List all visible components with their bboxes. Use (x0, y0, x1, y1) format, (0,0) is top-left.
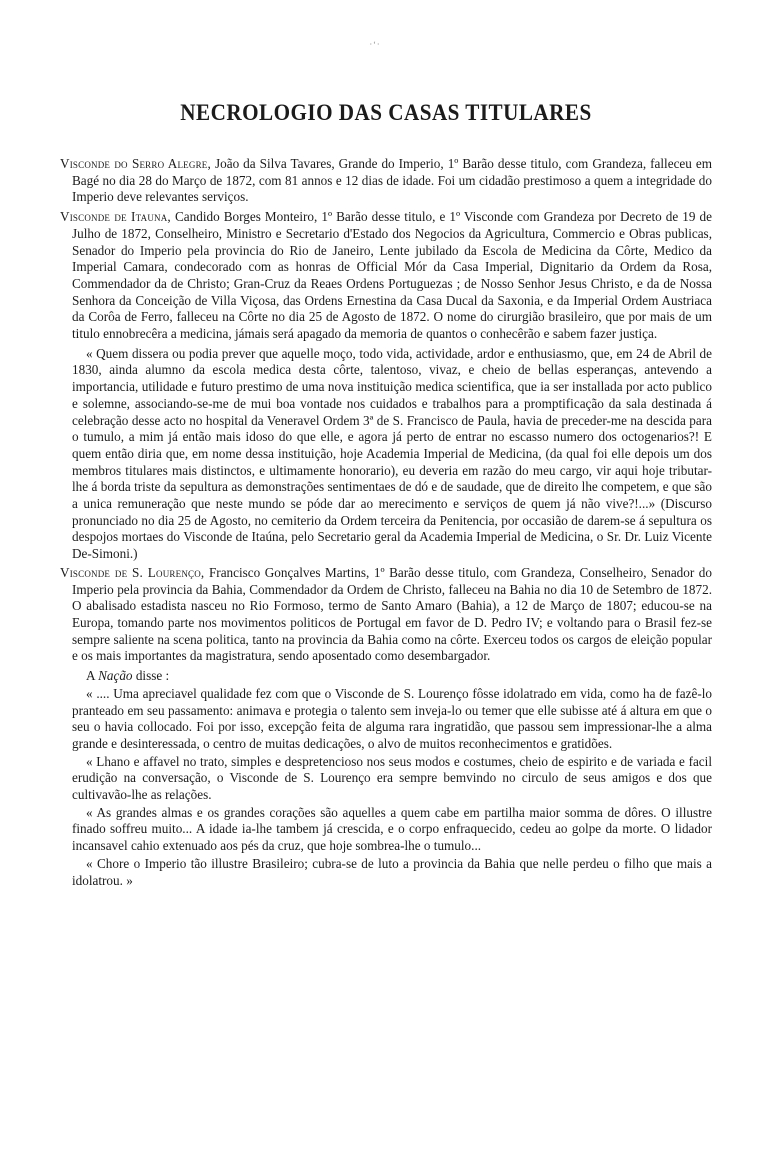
quote-paragraph: « .... Uma apreciavel qualidade fez com que o Visconde de S. Lourenço fôsse idolatrado em vida, como ha de fazê-lo pranteado em seu passamento: animava e protegia o talento sem inveja-lo ou temer que elle subisse até á altura em que o seu o havia collocado. Foi por isso, excepção feita de alguma rara ingratidão, que passou sem impressionar-lhe a alma grande e desinteressada, o centro de muitas dedicações, o alvo de muitos reconhecimentos e gratidões. (72, 685, 712, 751)
entry-text: João da Silva Tavares, Grande do Imperio, 1º Barão desse titulo, com Grandeza, falleceu em Bagé no dia 28 do Março de 1872, com 81 annos e 12 dias de idade. Foi um cidadão prestimoso a quem a integridade do Imperio deve relevantes serviços. (72, 156, 712, 205)
entry-serro-alegre (60, 156, 712, 206)
page-mark: ·ʻ· (369, 40, 381, 49)
entry-name: Visconde do Serro Alegre, (60, 156, 211, 171)
entry-itauna (60, 209, 712, 343)
entry-s-lourenco (60, 565, 712, 665)
quote-paragraph: « Chore o Imperio tão illustre Brasileiro; cubra-se de luto a provincia da Bahia que nelle perdeu o filho que mais a idolatrou. » (72, 855, 712, 888)
page-title: NECROLOGIO DAS CASAS TITULARES (180, 100, 592, 125)
entry-name: Visconde de S. Lourenço, (60, 564, 205, 580)
quote-paragraph: « As grandes almas e os grandes corações são aquelles a quem cabe em partilha maior somma de dôres. O illustre finado soffreu muito... A idade ia-lhe tambem já crescida, e o corpo enfraquecido, cedeu ao golpe da morte. O lidador incansavel cahio extenuado aos pés da cruz, que hoje sombrea-lhe o tumulo... (72, 804, 712, 854)
quote-intro (72, 668, 712, 685)
quote-intro-suffix: disse : (132, 668, 170, 684)
entry-text: Candido Borges Monteiro, 1º Barão desse titulo, e 1º Visconde com Grandeza por Decreto de 19 de Julho de 1872, Conselheiro, Ministro e Secretario d'Estado dos Negocios da Agricultura, Commercio e Obras publicas, Senador do Imperio pela provincia do Rio de Janeiro, Lente jubilado da Escola de Medicina da Côrte, Medico da Imperial Camara, condecorado com as honras de Official Mór da Casa Imperial, Dignitario da Ordem da Rosa, Commendador da de Christo; Gran-Cruz da Reaes Ordens Portuguezas ; de Nosso Senhor Jesus Christo, e da de Nossa Senhora da Conceição de Villa Viçosa, das Ordens Ernestina da Casa Ducal da Saxonia, e da Imperial Ordem Austriaca da Corôa de Ferro, falleceu na Côrte no dia 25 de Agosto de 1872. O nome do cirurgião brasileiro, que por mais de um titulo ennobrecêra a medicina, jámais será apagado da memoria de quantos o conhecêrão e sabem fazer justiça. (72, 209, 712, 342)
quote-paragraph: « Quem dissera ou podia prever que aquelle moço, todo vida, actividade, ardor e enthusiasmo, que, em 24 de Abril de 1830, ainda alumno da escola medica desta côrte, talentoso, vivaz, e cheio de bellas esperanças, antevendo a importancia, utilidade e futuro prestimo de uma nova instituição medica scientifica, que ia ser installada por acto publico e solemne, associando-se-me de mui boa vontade nos cuidados e trabalhos para a promptificação da sala destinada á celebração desse acto no hospital da Veneravel Ordem 3ª de S. Francisco de Paula, havia de preceder-me na descida para o tumulo, a mim já então mais idoso do que elle, e agora já perto de entrar no escasso numero dos octogenarios?! E quem então diria que, em nome dessa instituição, hoje Academia Imperial de Medicina, (da qual foi elle depois um dos membros titulares mais distinctos, e ultimamente honorario), eu deveria em razão do meu cargo, vir aqui hoje tributar-lhe á borda triste da sepultura as demonstrações sentimentaes de dó e de saudade, que de direito lhe competem, e que são a unica remuneração que neste mundo se póde dar ao merecimento e serviços de quem já não vive?!...» (Discurso pronunciado no dia 25 de Agosto, no cemiterio da Ordem terceira da Penitencia, por occasião de darem-se á sepultura os despojos mortaes do Visconde de Itaúna, pelo Secretario geral da Academia Imperial de Medicina, o Sr. Dr. Luiz Vicente De-Simoni.) (72, 345, 712, 562)
quote-paragraph: « Lhano e affavel no trato, simples e despretencioso nos seus modos e costumes, cheio de espirito e de variada e facil erudição na conversação, o Visconde de S. Lourenço era sempre bemvindo no circulo de seus amigos e dos que cultivavão-lhe as relações. (72, 753, 712, 803)
quote-intro-prefix: A (86, 668, 99, 684)
entry-name: Visconde de Itauna, (60, 209, 171, 225)
entry-text: Francisco Gonçalves Martins, 1º Barão desse titulo, com Grandeza, Conselheiro, Senador do Imperio pela provincia da Bahia, Commendador da Ordem de Christo, falleceu na Bahia no dia 10 de Setembro de 1872. O abalisado estadista nasceu no Rio Formoso, termo de Santo Amaro (Bahia), a 12 de Março de 1807; educou-se na Europa, tomando parte nos movimentos politicos de Portugal em favor de D. Pedro IV; e voltando para o Brasil fez-se sempre saliente na scena politica, tanto na provincia da Bahia como na côrte. Exerceu todos os cargos de eleição popular e os mais importantes da magistratura, sendo aposentado como desembargador. (72, 564, 712, 664)
document-page (60, 40, 712, 890)
quote-source: Nação (98, 668, 133, 684)
